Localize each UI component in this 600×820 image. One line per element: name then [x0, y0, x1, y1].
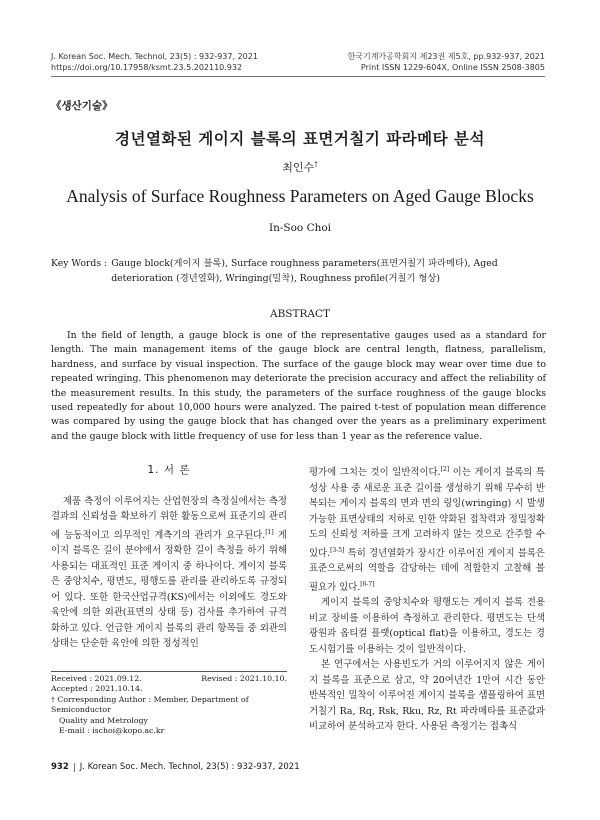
intro-text-2c: 특히 경년열화가 장시간 이루어진 게이지 블록은 표준으로써의 역할을 감당하는 데에 적합한지 고찰해 볼 필요가 있다. — [309, 547, 545, 593]
received-date: Received : 2021.09.12. — [51, 674, 142, 683]
keywords-label: Key Words : — [51, 258, 108, 269]
accepted-date: Accepted : 2021.10.14. — [51, 684, 143, 694]
journal-citation-ko: 한국기계가공학회지 제23권 제5호, pp.932-937, 2021 — [347, 52, 545, 61]
corresponding-mark: † — [314, 160, 318, 169]
corresponding-author: † Corresponding Author : Member, Department of Semiconductor — [51, 694, 249, 715]
page-footer — [51, 762, 300, 772]
journal-header-left — [51, 51, 258, 73]
intro-text-1b: 게이지 블록은 길이 분야에서 정확한 길이 측정을 하기 위해 사용되는 대표적인 표준 게이지 중 하나이다. 게이지 블록은 중앙치수, 평면도, 평행도를 관리를 관리하도록 규정되어 있다. 또한 한국산업규격(KS)에서는 이외에도 경도와 육안에 의한 외관(표면의 상태 등) 검사를 추가하여 규격화하고 있다. 언급한 게이지 블록의 관리 항목들 중 외관의 상태는 단순한 육안에 의한 정성적인 — [51, 529, 287, 650]
footer-separator — [74, 763, 75, 772]
right-column — [309, 462, 545, 735]
intro-paragraph-1 — [51, 494, 287, 652]
paper-title-korean: 경년열화된 게이지 블록의 표면거칠기 파라메타 분석 — [115, 130, 485, 148]
left-column — [51, 463, 287, 652]
citation-1[interactable]: [1] — [265, 528, 274, 536]
abstract-text: In the field of length, a gauge block is one of the representative gauges used as a standard for length. The main management items of the gauge block are central length, flatness, parallelism, hardness, and surface by visual inspection. The surface of the gauge block may wear over time due to repeated wringing. This phenomenon may deteriorate the precision accuracy and affect the reliability of the measurement results. In this study, the parameters of the surface roughness of the gauge blocks used repeatedly for about 10,000 hours were analyzed. The paired t-test of population mean difference was compared by using the gauge block that has changed over the years as a preliminary experiment and the gauge block with little frequency of use for less than 1 year as the reference value. — [51, 330, 546, 442]
footnote-divider — [51, 671, 287, 672]
received-revised-row — [51, 674, 287, 684]
corresponding-affiliation: Quality and Metrology — [59, 715, 148, 725]
revised-date: Revised : 2021.10.10. — [201, 674, 287, 683]
header-divider — [51, 76, 545, 77]
journal-citation: J. Korean Soc. Mech. Technol, 23(5) : 932-937, 2021 — [51, 52, 258, 61]
intro-paragraph-3: 게이지 블록의 중앙치수와 평행도는 게이지 블록 전용 비교 장비를 이용하여 측정하고 관리한다. 평면도는 단색광원과 옵티컬 플랫(optical flat)을 이용하고, 경도는 경도시험기를 이용하는 것이 일반적이다. — [309, 597, 545, 655]
keywords — [51, 256, 546, 286]
author-korean — [0, 159, 600, 175]
intro-text-1a: 제품 측정이 이루어지는 산업현장의 측정실에서는 측정 결과의 신뢰성을 확보하기 위한 활동으로써 표준기의 관리에 능동적이고 의무적인 계측기의 관리가 요구된다. — [51, 495, 287, 541]
author-korean-name: 최인수 — [282, 161, 315, 174]
footer-citation: J. Korean Soc. Mech. Technol, 23(5) : 932-937, 2021 — [79, 762, 300, 772]
intro-paragraph-4: 본 연구에서는 사용빈도가 거의 이루어지지 않은 게이지 블록을 표준으로 삼고, 약 20여년간 1만여 시간 동안 반복적인 밀착이 이루어진 게이지 블록을 샘플링하여 표면거칠기 Ra, Rq, Rsk, Rku, Rz, Rt 파라메타를 표준값과 비교하여 분석하고자 한다. 사용된 측정기는 접촉식 — [309, 659, 545, 733]
section-tag: 《생산기술》 — [51, 100, 113, 112]
abstract-heading: ABSTRACT — [269, 308, 331, 320]
citation-3-5[interactable]: [3-5] — [330, 546, 345, 554]
intro-text-2a: 평가에 그치는 것이 일반적이다. — [309, 467, 441, 479]
author-english: In-Soo Choi — [268, 222, 332, 234]
journal-header-right — [348, 51, 545, 73]
page-number: 932 — [51, 762, 69, 772]
doi-link[interactable]: https://doi.org/10.17958/ksmt.23.5.202110.932 — [51, 63, 243, 72]
paper-title-english: Analysis of Surface Roughness Parameters on Aged Gauge Blocks — [66, 186, 534, 206]
citation-6-7[interactable]: [6-7] — [360, 580, 375, 588]
intro-paragraph-2 — [309, 462, 545, 595]
intro-heading: 1. 서 론 — [147, 464, 191, 476]
intro-text-2b: 이는 게이지 블록의 특성상 사용 중 새로운 표준 길이를 생성하기 위해 무수히 반복되는 게이지 블록의 면과 면의 링잉(wringing) 시 발생 가능한 표면상태의 저하로 인한 약화된 접착력과 정밀정확도의 신뢰성 저하를 크게 고려하지 않는 것으로 간주할 수 있다. — [309, 467, 545, 559]
footnote — [51, 674, 287, 736]
issn-info: Print ISSN 1229-604X, Online ISSN 2508-3805 — [360, 63, 545, 72]
citation-2[interactable]: [2] — [440, 466, 450, 473]
keywords-text: Gauge block(게이지 블록), Surface roughness parameters(표면거칠기 파라메타), Aged deterioration (경년열화), Wringing(밀착), Roughness profile(거칠기 형상) — [111, 258, 498, 284]
author-email[interactable]: E-mail : ischoi@kopo.ac.kr — [59, 726, 165, 736]
